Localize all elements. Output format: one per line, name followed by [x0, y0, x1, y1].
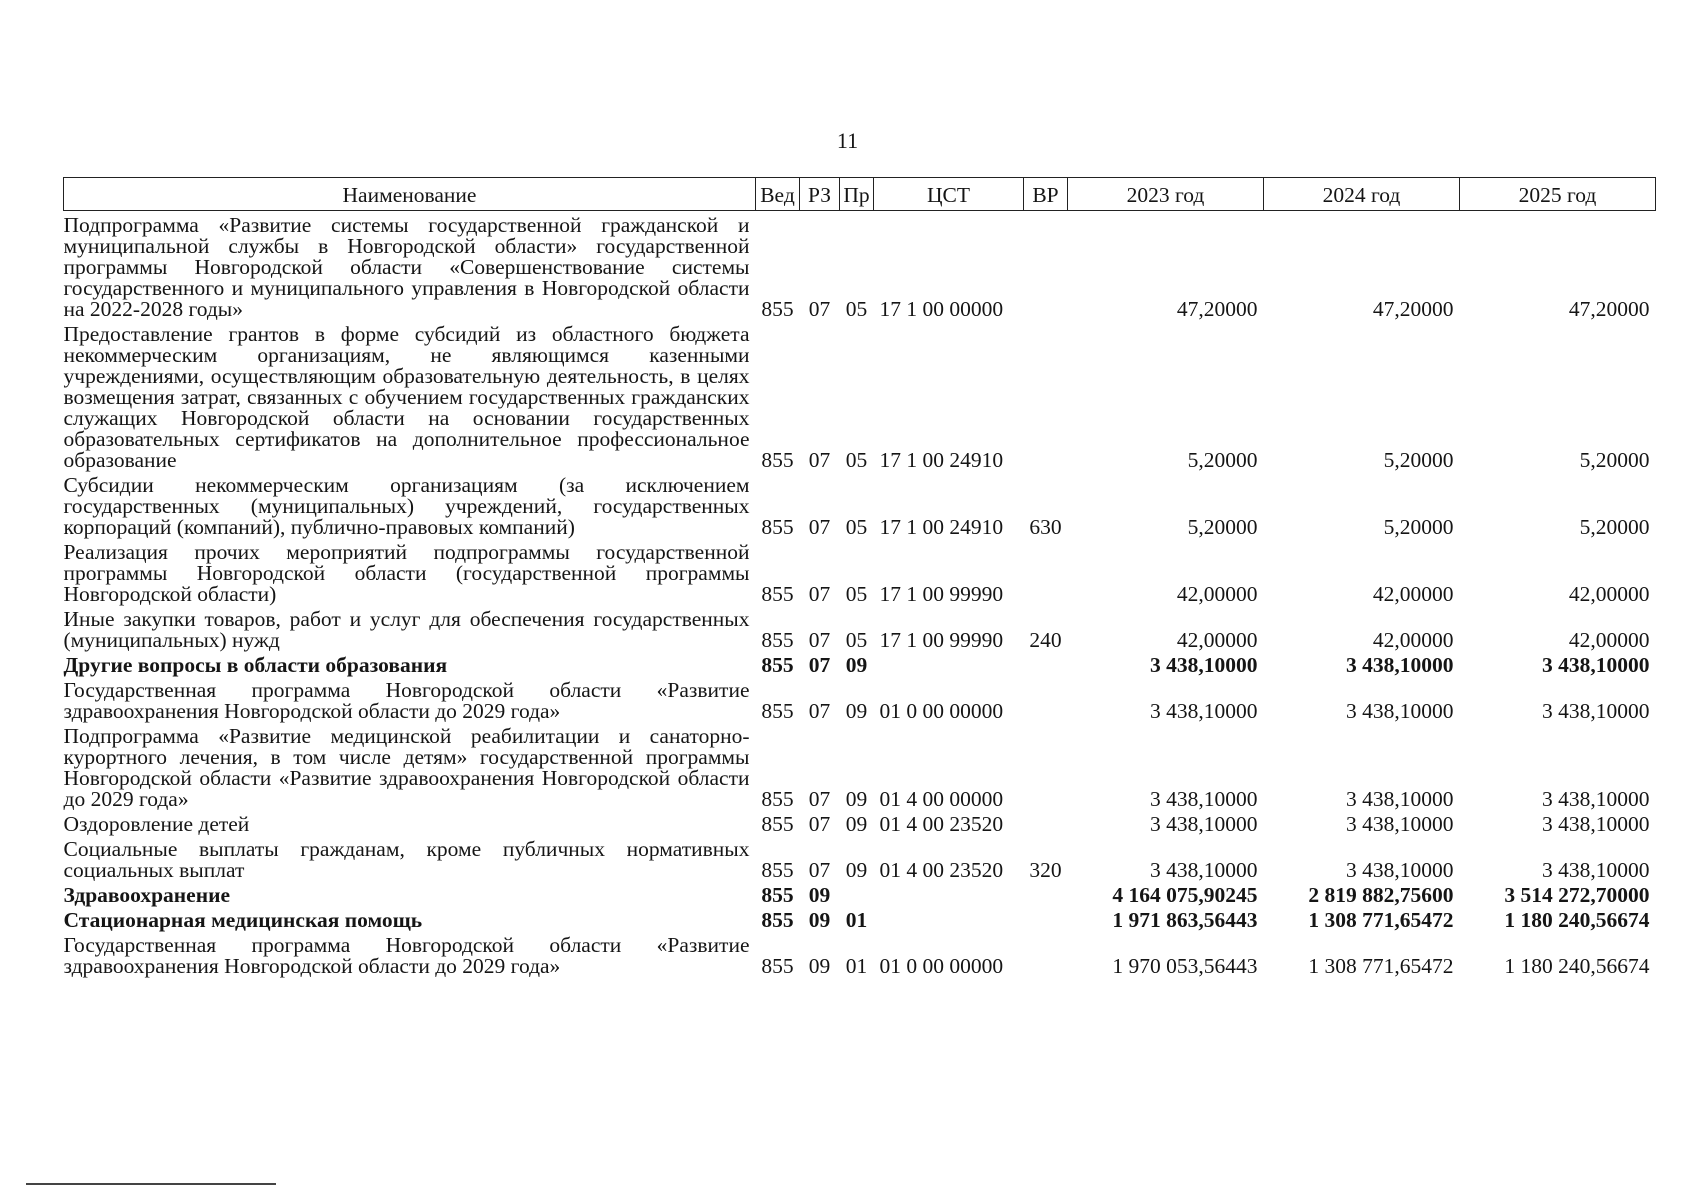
cell-cst: 01 0 00 00000 [879, 699, 1004, 723]
cell-pr: 09 [845, 858, 868, 882]
cell-pr: 01 [845, 908, 868, 932]
header-ved: Вед [756, 178, 800, 211]
cell-cst: 01 4 00 00000 [879, 787, 1004, 811]
table-row [64, 320, 1656, 471]
cell-pr [840, 881, 874, 906]
cell-y2024: 3 438,10000 [1346, 812, 1454, 836]
cell-vr: 320 [1029, 858, 1062, 882]
cell-name: Предоставление грантов в форме субсидий из областного бюджета некоммерческим организациям, не являющимся казенными учреждениями, осуществляющим образовательную деятельность, в целях возмещения затрат, связанных с обучением государственных гражданских служащих Новгородской области на основании государственных образовательных сертификатов на дополнительное профессиональное образование [63, 322, 750, 472]
cell-name: Здравоохранение [63, 883, 231, 907]
cell-y2025: 3 514 272,70000 [1504, 883, 1650, 907]
cell-rz: 07 [808, 653, 831, 677]
cell-name: Подпрограмма «Развитие системы государственной гражданской и муниципальной службы в Новгородской области» государственной программы Новгородской области «Совершенствование системы государственного и муниципального управления в Новгородской области на 2022-2028 годы» [63, 213, 750, 321]
cell-rz: 07 [808, 699, 831, 723]
cell-pr: 05 [845, 582, 868, 606]
cell-vr [1024, 810, 1068, 835]
cell-y2025: 3 438,10000 [1542, 787, 1650, 811]
table-row [64, 931, 1656, 977]
cell-vr [1024, 906, 1068, 931]
cell-cst: 17 1 00 24910 [879, 515, 1004, 539]
table-row [64, 605, 1656, 651]
header-name: Наименование [64, 178, 756, 211]
cell-y2025: 42,00000 [1568, 628, 1650, 652]
cell-y2024: 5,20000 [1383, 448, 1454, 472]
budget-table [63, 177, 1656, 977]
cell-rz: 07 [808, 787, 831, 811]
cell-cst: 01 4 00 23520 [879, 858, 1004, 882]
cell-y2025: 3 438,10000 [1542, 653, 1650, 677]
table-row [64, 538, 1656, 605]
cell-y2024: 42,00000 [1372, 628, 1454, 652]
cell-cst: 01 4 00 23520 [879, 812, 1004, 836]
cell-rz: 07 [808, 582, 831, 606]
cell-pr: 09 [845, 812, 868, 836]
cell-rz: 07 [808, 812, 831, 836]
table-header [64, 178, 1656, 211]
cell-y2023: 42,00000 [1176, 628, 1258, 652]
header-pr: Пр [840, 178, 874, 211]
cell-cst: 17 1 00 99990 [879, 628, 1004, 652]
table-row [64, 676, 1656, 722]
header-rz: РЗ [800, 178, 840, 211]
cell-y2025: 5,20000 [1579, 448, 1650, 472]
table-row [64, 810, 1656, 835]
cell-name: Государственная программа Новгородской области «Развитие здравоохранения Новгородской области до 2029 года» [63, 678, 750, 723]
cell-rz: 07 [808, 448, 831, 472]
cell-y2024: 1 308 771,65472 [1308, 908, 1454, 932]
header-cst: ЦСТ [874, 178, 1024, 211]
cell-pr: 05 [845, 515, 868, 539]
cell-y2024: 3 438,10000 [1346, 699, 1454, 723]
cell-y2025: 5,20000 [1579, 515, 1650, 539]
cell-y2024: 47,20000 [1372, 297, 1454, 321]
cell-ved: 855 [761, 858, 794, 882]
cell-y2025: 1 180 240,56674 [1504, 908, 1650, 932]
cell-y2025: 3 438,10000 [1542, 858, 1650, 882]
cell-name: Субсидии некоммерческим организациям (за исключением государственных (муниципальных) учреждений, государственных корпораций (компаний), публично-правовых компаний) [63, 473, 750, 539]
cell-name: Государственная программа Новгородской области «Развитие здравоохранения Новгородской области до 2029 года» [63, 933, 750, 978]
cell-rz: 07 [808, 515, 831, 539]
footer-divider [26, 1183, 276, 1185]
cell-y2023: 47,20000 [1176, 297, 1258, 321]
cell-y2023: 3 438,10000 [1150, 699, 1258, 723]
cell-cst: 17 1 00 24910 [879, 448, 1004, 472]
header-2023: 2023 год [1068, 178, 1264, 211]
cell-y2023: 1 971 863,56443 [1112, 908, 1258, 932]
cell-pr: 09 [845, 699, 868, 723]
cell-vr: 240 [1029, 628, 1062, 652]
cell-y2024: 3 438,10000 [1346, 653, 1454, 677]
cell-vr [1024, 722, 1068, 810]
cell-pr: 05 [845, 297, 868, 321]
table-row [64, 881, 1656, 906]
cell-y2024: 5,20000 [1383, 515, 1454, 539]
cell-ved: 855 [761, 908, 794, 932]
cell-pr: 05 [845, 628, 868, 652]
cell-ved: 855 [761, 628, 794, 652]
cell-vr [1024, 211, 1068, 321]
cell-y2023: 3 438,10000 [1150, 653, 1258, 677]
cell-y2023: 3 438,10000 [1150, 812, 1258, 836]
cell-ved: 855 [761, 883, 794, 907]
page-number: 11 [836, 128, 859, 153]
cell-cst [874, 881, 1024, 906]
cell-pr: 09 [845, 787, 868, 811]
cell-ved: 855 [761, 954, 794, 978]
cell-vr [1024, 881, 1068, 906]
cell-y2024: 2 819 882,75600 [1308, 883, 1454, 907]
cell-pr: 01 [845, 954, 868, 978]
cell-y2023: 3 438,10000 [1150, 787, 1258, 811]
cell-y2025: 3 438,10000 [1542, 812, 1650, 836]
cell-cst [874, 651, 1024, 676]
cell-name: Реализация прочих мероприятий подпрограммы государственной программы Новгородской области (государственной программы Новгородской области) [63, 540, 750, 606]
table-row [64, 471, 1656, 538]
cell-vr: 630 [1029, 515, 1062, 539]
cell-name: Социальные выплаты гражданам, кроме публичных нормативных социальных выплат [63, 837, 750, 882]
cell-ved: 855 [761, 297, 794, 321]
cell-y2023: 3 438,10000 [1150, 858, 1258, 882]
cell-ved: 855 [761, 653, 794, 677]
cell-y2025: 42,00000 [1568, 582, 1650, 606]
cell-cst: 01 0 00 00000 [879, 954, 1004, 978]
cell-ved: 855 [761, 448, 794, 472]
cell-pr: 05 [845, 448, 868, 472]
table-row [64, 651, 1656, 676]
cell-y2023: 4 164 075,90245 [1112, 883, 1258, 907]
cell-cst: 17 1 00 00000 [879, 297, 1004, 321]
cell-name: Иные закупки товаров, работ и услуг для обеспечения государственных (муниципальных) нужд [63, 607, 750, 652]
header-2024: 2024 год [1264, 178, 1460, 211]
cell-y2024: 3 438,10000 [1346, 787, 1454, 811]
cell-vr [1024, 651, 1068, 676]
header-vr: ВР [1024, 178, 1068, 211]
cell-y2025: 3 438,10000 [1542, 699, 1650, 723]
cell-vr [1024, 538, 1068, 605]
cell-rz: 09 [808, 883, 831, 907]
cell-rz: 09 [808, 908, 831, 932]
cell-rz: 07 [808, 858, 831, 882]
cell-rz: 07 [808, 297, 831, 321]
cell-cst: 17 1 00 99990 [879, 582, 1004, 606]
cell-vr [1024, 676, 1068, 722]
cell-vr [1024, 320, 1068, 471]
cell-y2025: 1 180 240,56674 [1504, 954, 1650, 978]
cell-ved: 855 [761, 699, 794, 723]
table-row [64, 211, 1656, 321]
cell-name: Подпрограмма «Развитие медицинской реабилитации и санаторно-курортного лечения, в том числе детям» государственной программы Новгородской области «Развитие здравоохранения Новгородской области до 2029 года» [63, 724, 750, 811]
cell-cst [874, 906, 1024, 931]
cell-name: Другие вопросы в области образования [63, 653, 448, 677]
cell-y2024: 3 438,10000 [1346, 858, 1454, 882]
table-row [64, 906, 1656, 931]
cell-vr [1024, 931, 1068, 977]
cell-y2023: 42,00000 [1176, 582, 1258, 606]
cell-rz: 09 [808, 954, 831, 978]
cell-ved: 855 [761, 787, 794, 811]
cell-name: Стационарная медицинская помощь [63, 908, 423, 932]
cell-name: Оздоровление детей [63, 812, 250, 836]
cell-y2024: 42,00000 [1372, 582, 1454, 606]
cell-ved: 855 [761, 515, 794, 539]
cell-pr: 09 [845, 653, 868, 677]
table-row [64, 835, 1656, 881]
cell-y2023: 1 970 053,56443 [1112, 954, 1258, 978]
cell-y2023: 5,20000 [1187, 448, 1258, 472]
cell-ved: 855 [761, 582, 794, 606]
table-row [64, 722, 1656, 810]
header-2025: 2025 год [1460, 178, 1656, 211]
cell-ved: 855 [761, 812, 794, 836]
cell-y2025: 47,20000 [1568, 297, 1650, 321]
table-body [64, 211, 1656, 978]
cell-rz: 07 [808, 628, 831, 652]
cell-y2023: 5,20000 [1187, 515, 1258, 539]
cell-y2024: 1 308 771,65472 [1308, 954, 1454, 978]
